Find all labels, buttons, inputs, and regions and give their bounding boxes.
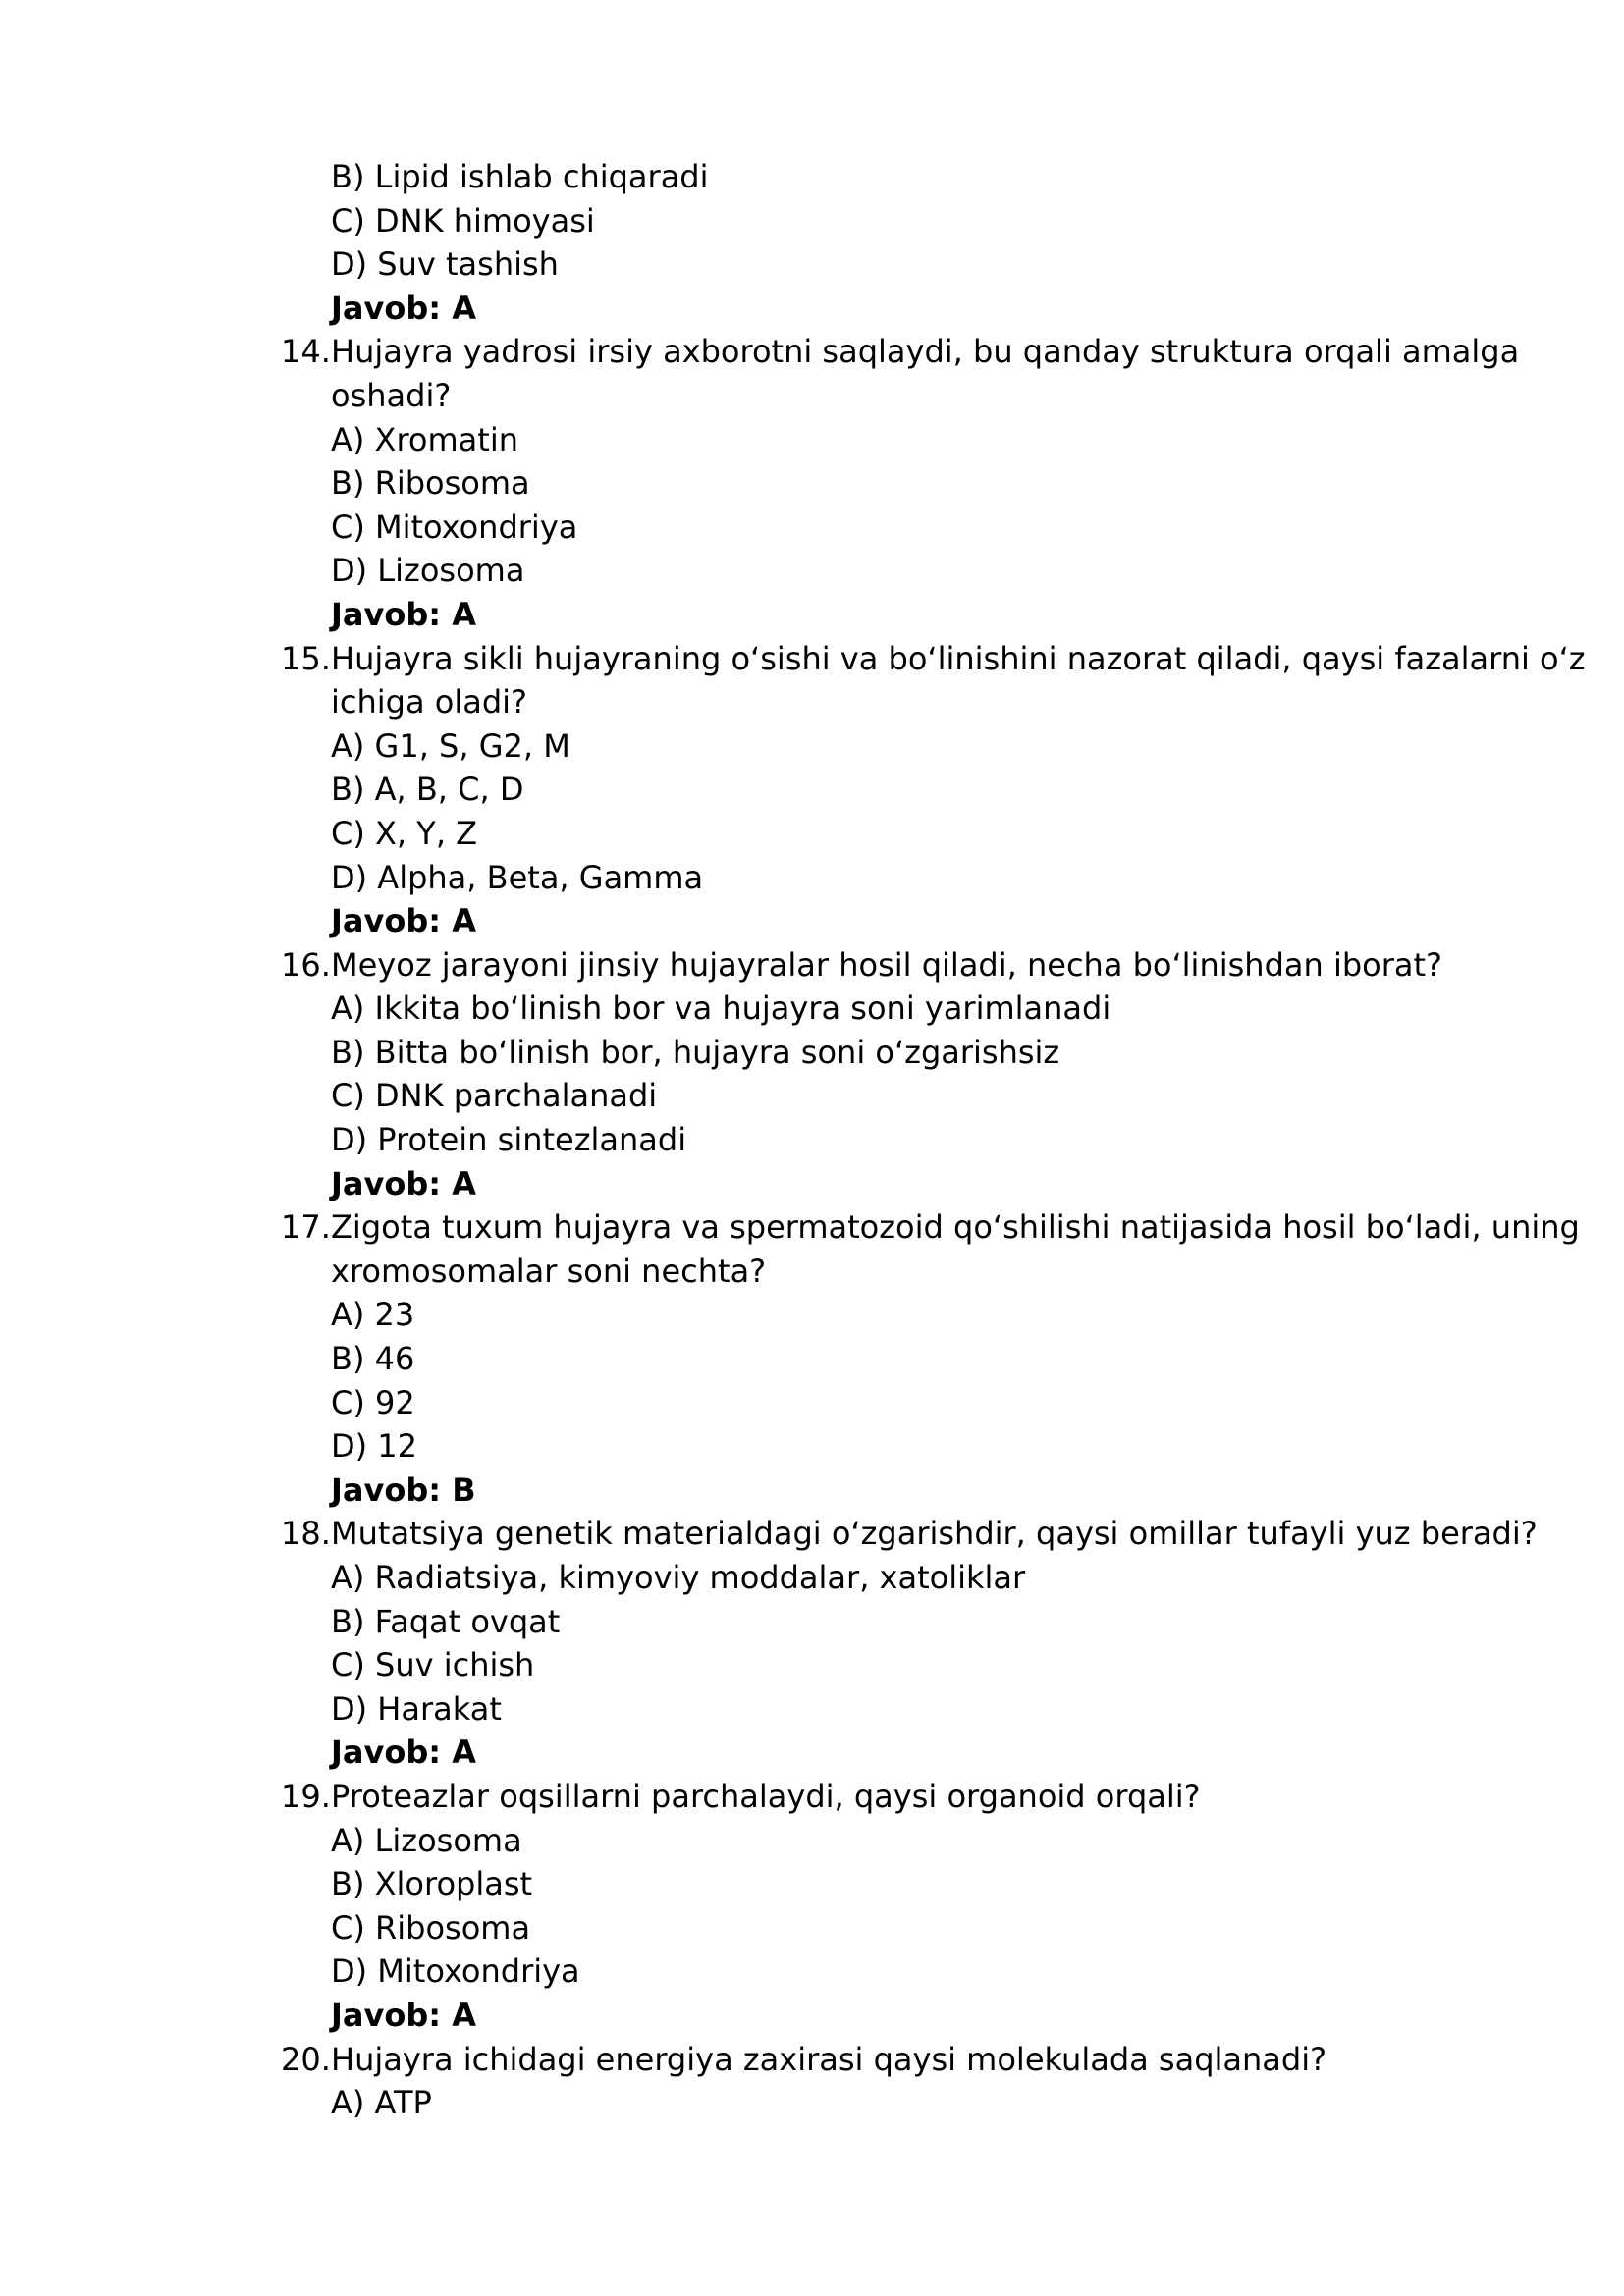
question-block [281,637,1586,943]
question-text-line [281,2038,1498,2082]
answer-option: C) X, Y, Z [331,814,478,852]
correct-answer: Javob: A [331,1164,476,1202]
question-text: Hujayra ichidagi energiya zaxirasi qaysi molekulada saqlanadi? [331,2040,1327,2078]
answer-option: A) Xromatin [331,420,518,458]
question-number: 19. [281,1777,331,1815]
answer-option: D) Lizosoma [331,552,525,590]
question-number: 20. [281,2040,331,2078]
question-block [281,943,1498,1206]
answer-option: D) Protein sintezlanadi [331,1121,687,1159]
answer-option: B) A, B, C, D [331,771,524,809]
question-text: Mutatsiya genetik materialdagi o‘zgarishdir, qaysi omillar tufayli yuz beradi? [331,1515,1538,1553]
answer-option: D) 12 [331,1427,418,1466]
answer-option: C) Suv ichish [331,1646,535,1684]
question-block [281,1775,1498,2038]
correct-answer: Javob: A [331,902,476,940]
question-text-line [281,680,1498,724]
question-text: Zigota tuxum hujayra va spermatozoid qo‘shilishi natijasida hosil bo‘ladi, uning [331,1208,1580,1247]
correct-answer: Javob: A [331,1734,476,1772]
correct-answer: Javob: A [331,595,476,633]
answer-option: A) Radiatsiya, kimyoviy moddalar, xatoliklar [331,1559,1026,1596]
question-number: 15. [281,639,331,677]
answer-option: C) Ribosoma [331,1908,531,1947]
answer-option: C) DNK parchalanadi [331,1077,658,1115]
answer-option: C) 92 [331,1383,415,1421]
question-text-line [281,1250,1498,1294]
question-text-line [281,1775,1498,1819]
answer-option: B) Xloroplast [331,1865,533,1903]
answer-option: B) Bitta bo‘linish bor, hujayra soni o‘zgarishsiz [331,1033,1060,1071]
answer-option: D) Harakat [331,1689,502,1728]
answer-option: D) Mitoxondriya [331,1952,580,1991]
question-text-line [281,943,1498,988]
question-text: Meyoz jarayoni jinsiy hujayralar hosil qiladi, necha bo‘linishdan iborat? [331,945,1443,984]
answer-option: A) G1, S, G2, M [331,726,570,765]
question-text-line [281,330,1520,374]
answer-option: A) ATP [331,2084,432,2122]
question-number: 14. [281,333,331,371]
answer-option: C) Mitoxondriya [331,507,578,546]
question-block [281,155,1498,330]
question-number: 16. [281,945,331,984]
correct-answer: Javob: A [331,1996,476,2034]
answer-option: B) Lipid ishlab chiqaradi [331,158,709,195]
answer-option: B) Faqat ovqat [331,1602,561,1640]
question-block [281,330,1520,636]
question-text-line [281,637,1586,681]
question-text: ichiga oladi? [331,683,528,721]
answer-option: A) Lizosoma [331,1821,522,1859]
question-text: oshadi? [331,376,452,414]
question-text: Hujayra sikli hujayraning o‘sishi va bo‘linishini nazorat qiladi, qaysi fazalarni o‘z [331,639,1586,677]
answer-option: A) Ikkita bo‘linish bor va hujayra soni yarimlanadi [331,989,1111,1028]
answer-option: D) Suv tashish [331,245,559,284]
question-number: 17. [281,1208,331,1247]
answer-option: C) DNK himoyasi [331,201,595,240]
question-text-line [281,374,1498,418]
question-text: Proteazlar oqsillarni parchalaydi, qaysi organoid orqali? [331,1777,1201,1815]
question-text-line [281,1512,1538,1556]
correct-answer: Javob: A [331,289,476,327]
question-block [281,1205,1580,1512]
question-block [281,2038,1498,2125]
correct-answer: Javob: B [331,1470,476,1509]
answer-option: B) 46 [331,1340,415,1378]
question-block [281,1512,1538,1775]
answer-option: A) 23 [331,1296,415,1334]
question-text: xromosomalar soni nechta? [331,1252,767,1290]
question-list [281,155,1586,2125]
question-text-line [281,1205,1580,1250]
question-text: Hujayra yadrosi irsiy axborotni saqlaydi, bu qanday struktura orqali amalga [331,333,1520,371]
answer-option: D) Alpha, Beta, Gamma [331,858,704,896]
question-number: 18. [281,1515,331,1553]
answer-option: B) Ribosoma [331,464,530,503]
